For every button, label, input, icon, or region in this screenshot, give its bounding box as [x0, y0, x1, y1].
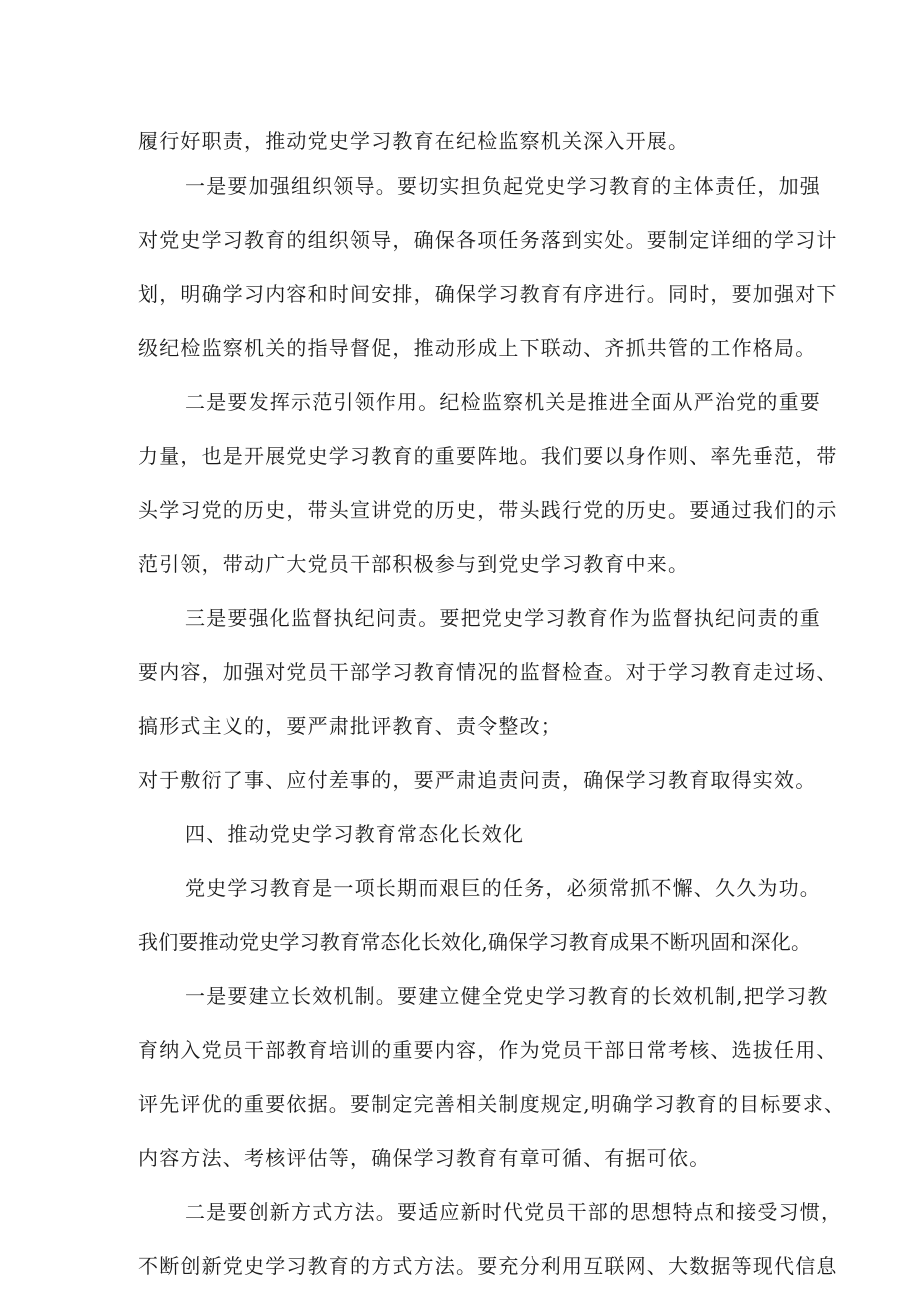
text-line: 要内容，加强对党员干部学习教育情况的监督检查。对于学习教育走过场、	[138, 660, 838, 684]
text-line: 头学习党的历史，带头宣讲党的历史，带头践行党的历史。要通过我们的示	[138, 498, 838, 522]
text-line: 履行好职责，推动党史学习教育在纪检监察机关深入开展。	[138, 129, 690, 153]
section-heading: 四、推动党史学习教育常态化长效化	[185, 822, 525, 846]
paragraph-first-line: 一是要加强组织领导。要切实担负起党史学习教育的主体责任，加强	[185, 174, 821, 198]
text-line: 评先评优的重要依据。要制定完善相关制度规定,明确学习教育的目标要求、	[138, 1092, 846, 1116]
text-line: 搞形式主义的，要严肃批评教育、责令整改；	[138, 714, 562, 738]
text-line: 内容方法、考核评估等，确保学习教育有章可循、有据可依。	[138, 1146, 711, 1170]
text-line: 范引领，带动广大党员干部积极参与到党史学习教育中来。	[138, 552, 690, 576]
text-line: 我们要推动党史学习教育常态化长效化,确保学习教育成果不断巩固和深化。	[138, 930, 812, 954]
text-line: 力量，也是开展党史学习教育的重要阵地。我们要以身作则、率先垂范，带	[138, 444, 838, 468]
text-line: 对党史学习教育的组织领导，确保各项任务落到实处。要制定详细的学习计	[138, 228, 838, 252]
text-line: 级纪检监察机关的指导督促，推动形成上下联动、齐抓共管的工作格局。	[138, 336, 817, 360]
paragraph-first-line: 党史学习教育是一项长期而艰巨的任务，必须常抓不懈、久久为功。	[185, 876, 821, 900]
paragraph-first-line: 二是要创新方式方法。要适应新时代党员干部的思想特点和接受习惯，	[185, 1200, 843, 1224]
text-line: 对于敷衍了事、应付差事的，要严肃追责问责，确保学习教育取得实效。	[138, 768, 817, 792]
text-line: 划，明确学习内容和时间安排，确保学习教育有序进行。同时，要加强对下	[138, 282, 838, 306]
paragraph-first-line: 二是要发挥示范引领作用。纪检监察机关是推进全面从严治党的重要	[185, 390, 821, 414]
paragraph-first-line: 三是要强化监督执纪问责。要把党史学习教育作为监督执纪问责的重	[185, 606, 821, 630]
paragraph-first-line: 一是要建立长效机制。要建立健全党史学习教育的长效机制,把学习教	[185, 984, 829, 1008]
text-line: 育纳入党员干部教育培训的重要内容，作为党员干部日常考核、选拔任用、	[138, 1038, 838, 1062]
text-line: 不断创新党史学习教育的方式方法。要充分利用互联网、大数据等现代信息	[138, 1254, 838, 1278]
